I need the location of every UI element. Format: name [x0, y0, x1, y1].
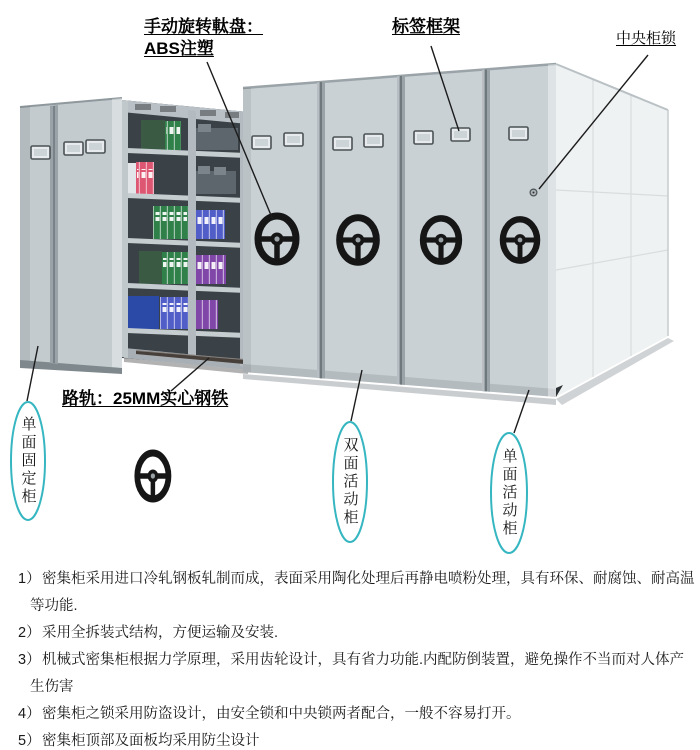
note-item-3 [18, 647, 696, 701]
note-item-4 [18, 701, 696, 728]
note-text: 等功能. [30, 598, 78, 614]
central-lock [530, 189, 537, 196]
note-text: 生伤害 [30, 679, 74, 695]
note-text: 密集柜之锁采用防盗设计，由安全锁和中央锁两者配合，一般不容易打开。 [42, 706, 521, 722]
handwheel-callout-line2: ABS注塑 [144, 39, 214, 58]
note-number: 1） [18, 571, 41, 587]
rail-callout: 路轨：25MM实心钢铁 [62, 389, 229, 408]
note-number: 4） [18, 706, 41, 722]
side-end-panel [556, 64, 668, 397]
oval-text-mobile-single: 单面活动柜 [500, 448, 518, 538]
note-text: 密集柜采用进口冷轧钢板轧制而成，表面采用陶化处理后再静电喷粉处理，具有环保、耐腐蚀、耐高温 [42, 571, 695, 587]
note-item-2 [18, 620, 696, 647]
note-item-1 [18, 566, 696, 620]
note-number: 2） [18, 625, 41, 641]
feature-notes [18, 566, 696, 750]
note-item-5 [18, 728, 696, 750]
handwheel-1 [137, 453, 168, 499]
handwheel-callout [144, 16, 263, 60]
callout-ovals [11, 402, 527, 553]
note-number: 3） [18, 652, 41, 668]
shelving-aisle [122, 100, 248, 374]
note-text: 采用全拆装式结构，方便运输及安装. [42, 625, 279, 641]
oval-text-fixed-single: 单面固定柜 [19, 416, 37, 506]
note-text: 机械式密集柜根据力学原理，采用齿轮设计，具有省力功能.内配防倒装置，避免操作不当而对人体产 [42, 652, 685, 668]
handwheel-callout-line1: 手动旋转軚盘： [144, 17, 263, 36]
oval-text-mobile-double: 双面活动柜 [341, 437, 359, 527]
note-number: 5） [18, 733, 41, 749]
central-lock-callout: 中央柜锁 [616, 30, 677, 47]
note-text: 密集柜顶部及面板均采用防尘设计 [42, 733, 260, 749]
label-frame-callout: 标签框架 [392, 17, 460, 36]
